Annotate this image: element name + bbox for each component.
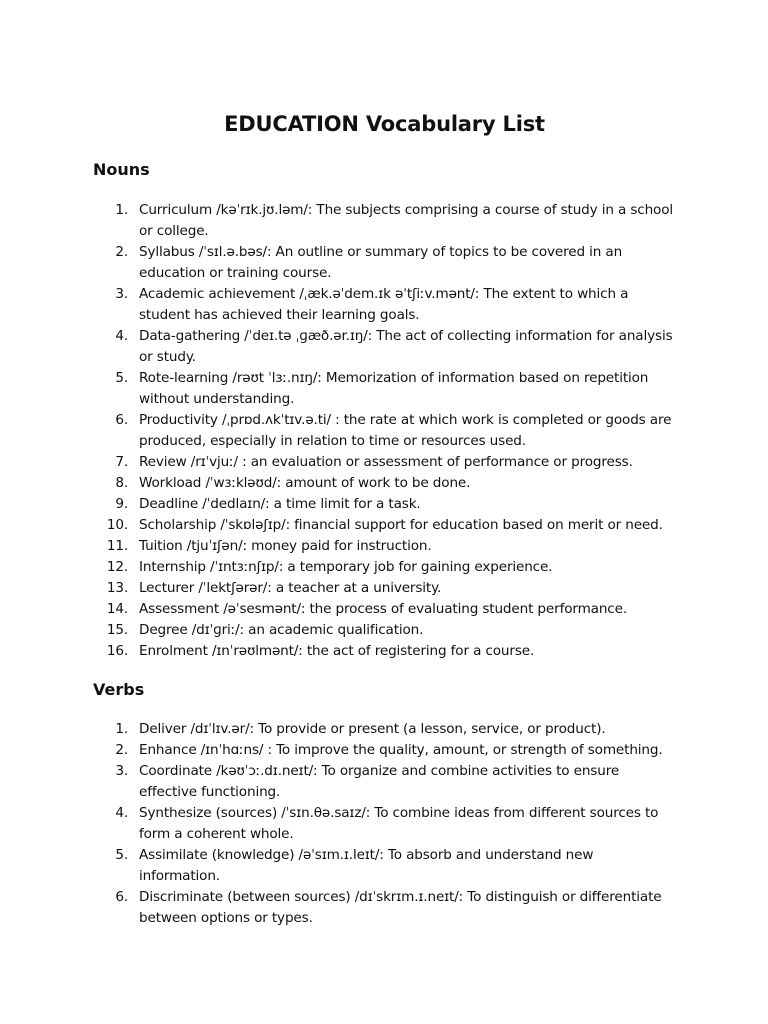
item-text: Enrolment /ɪnˈrəʊlmənt/: the act of registering for a course. <box>139 643 535 659</box>
item-number: 12. <box>106 559 128 575</box>
nouns-heading: Nouns <box>93 160 150 179</box>
noun-item <box>93 368 676 410</box>
item-number: 3. <box>115 763 128 779</box>
verb-item <box>93 719 676 740</box>
item-number: 4. <box>115 328 128 344</box>
item-text: Discriminate (between sources) /dɪˈskrɪm.ɪ.neɪt/: To distinguish or differentiate between options or types. <box>139 889 662 926</box>
item-number: 16. <box>106 643 128 659</box>
noun-item <box>93 557 676 578</box>
item-number: 2. <box>115 742 128 758</box>
item-text: Assessment /əˈsesmənt/: the process of evaluating student performance. <box>139 601 628 617</box>
item-text: Enhance /ɪnˈhɑːns/ : To improve the quality, amount, or strength of something. <box>139 742 663 758</box>
noun-item <box>93 452 676 473</box>
item-number: 7. <box>115 454 128 470</box>
item-number: 5. <box>115 847 128 863</box>
verb-item <box>93 740 676 761</box>
item-text: Rote-learning /rəʊt ˈlɜː.nɪŋ/: Memorization of information based on repetition without understanding. <box>139 370 649 407</box>
item-number: 8. <box>115 475 128 491</box>
item-text: Tuition /tjuˈɪʃən/: money paid for instruction. <box>139 538 432 554</box>
item-text: Deliver /dɪˈlɪv.ər/: To provide or present (a lesson, service, or product). <box>139 721 606 737</box>
item-number: 14. <box>106 601 128 617</box>
verb-item <box>93 845 676 887</box>
item-text: Coordinate /kəʊˈɔː.dɪ.neɪt/: To organize and combine activities to ensure effective functioning. <box>139 763 620 800</box>
item-number: 1. <box>115 721 128 737</box>
nouns-list <box>93 200 676 662</box>
noun-item <box>93 326 676 368</box>
document-title: EDUCATION Vocabulary List <box>224 112 545 136</box>
noun-item <box>93 599 676 620</box>
item-number: 6. <box>115 889 128 905</box>
item-number: 3. <box>115 286 128 302</box>
item-text: Workload /ˈwɜːkləʊd/: amount of work to be done. <box>139 475 471 491</box>
noun-item <box>93 473 676 494</box>
item-text: Curriculum /kəˈrɪk.jʊ.ləm/: The subjects comprising a course of study in a school or college. <box>139 202 673 239</box>
item-text: Review /rɪˈvjuː/ : an evaluation or assessment of performance or progress. <box>139 454 633 470</box>
item-text: Scholarship /ˈskɒləʃɪp/: financial support for education based on merit or need. <box>139 517 663 533</box>
item-number: 1. <box>115 202 128 218</box>
noun-item <box>93 200 676 242</box>
item-number: 5. <box>115 370 128 386</box>
item-text: Syllabus /ˈsɪl.ə.bəs/: An outline or summary of topics to be covered in an education or training course. <box>139 244 623 281</box>
verbs-heading: Verbs <box>93 680 145 699</box>
noun-item <box>93 578 676 599</box>
noun-item <box>93 494 676 515</box>
verb-item <box>93 761 676 803</box>
item-number: 13. <box>106 580 128 596</box>
item-text: Lecturer /ˈlektʃərər/: a teacher at a university. <box>139 580 442 596</box>
item-text: Data-gathering /ˈdeɪ.tə ˌɡæð.ər.ɪŋ/: The act of collecting information for analysis or study. <box>139 328 673 365</box>
item-text: Internship /ˈɪntɜːnʃɪp/: a temporary job for gaining experience. <box>139 559 553 575</box>
verb-item <box>93 887 676 929</box>
noun-item <box>93 284 676 326</box>
noun-item <box>93 515 676 536</box>
item-number: 4. <box>115 805 128 821</box>
item-text: Synthesize (sources) /ˈsɪn.θə.saɪz/: To combine ideas from different sources to form a coherent whole. <box>139 805 659 842</box>
item-text: Assimilate (knowledge) /əˈsɪm.ɪ.leɪt/: To absorb and understand new information. <box>139 847 594 884</box>
item-number: 2. <box>115 244 128 260</box>
noun-item <box>93 410 676 452</box>
item-text: Productivity /ˌprɒd.ʌkˈtɪv.ə.ti/ : the rate at which work is completed or goods are produced, especially in relation to time or resources used. <box>139 412 672 449</box>
item-number: 15. <box>106 622 128 638</box>
verb-item <box>93 803 676 845</box>
noun-item <box>93 641 676 662</box>
item-number: 11. <box>106 538 128 554</box>
noun-item <box>93 620 676 641</box>
noun-item <box>93 242 676 284</box>
item-text: Academic achievement /ˌæk.əˈdem.ɪk əˈtʃiːv.mənt/: The extent to which a student has achieved their learning goals. <box>139 286 629 323</box>
item-number: 9. <box>115 496 128 512</box>
noun-item <box>93 536 676 557</box>
item-number: 6. <box>115 412 128 428</box>
item-text: Deadline /ˈdedlaɪn/: a time limit for a task. <box>139 496 421 512</box>
verbs-list <box>93 719 676 929</box>
item-number: 10. <box>106 517 128 533</box>
item-text: Degree /dɪˈɡriː/: an academic qualification. <box>139 622 424 638</box>
